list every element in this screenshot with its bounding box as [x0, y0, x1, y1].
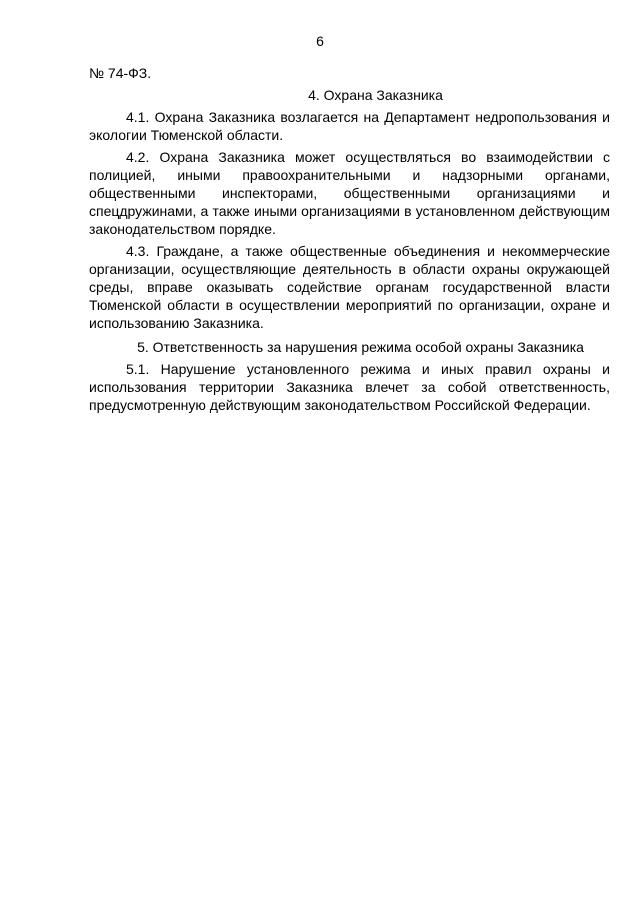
paragraph-4-3: 4.3. Граждане, а также общественные объединения и некоммерческие организации, осуществляющие деятельность в области охраны окружающей среды, вправе оказывать содействие органам государственной власти Тюменской области в осуществлении мероприятий по организации, охране и использованию Заказника. [89, 243, 610, 331]
paragraph-5-1: 5.1. Нарушение установленного режима и иных правил охраны и использования территории Заказника влечет за собой ответственность, предусмотренную действующим законодательством Российской Федерации. [89, 361, 610, 413]
section-4-heading: 4. Охрана Заказника [308, 87, 443, 103]
paragraph-4-1: 4.1. Охрана Заказника возлагается на Департамент недропользования и экологии Тюменской области. [89, 109, 610, 143]
section-5-heading: 5. Ответственность за нарушения режима особой охраны Заказника [137, 339, 584, 355]
document-body [89, 64, 610, 418]
page-number: 6 [316, 33, 324, 49]
lead-line: № 74-ФЗ. [89, 65, 152, 81]
paragraph-4-2: 4.2. Охрана Заказника может осуществляться во взаимодействии с полицией, иными правоохранительными и надзорными органами, общественными инспекторами, общественными организациями и спецдружинами, а также иными организациями в установленном действующим законодательством порядке. [89, 149, 610, 237]
